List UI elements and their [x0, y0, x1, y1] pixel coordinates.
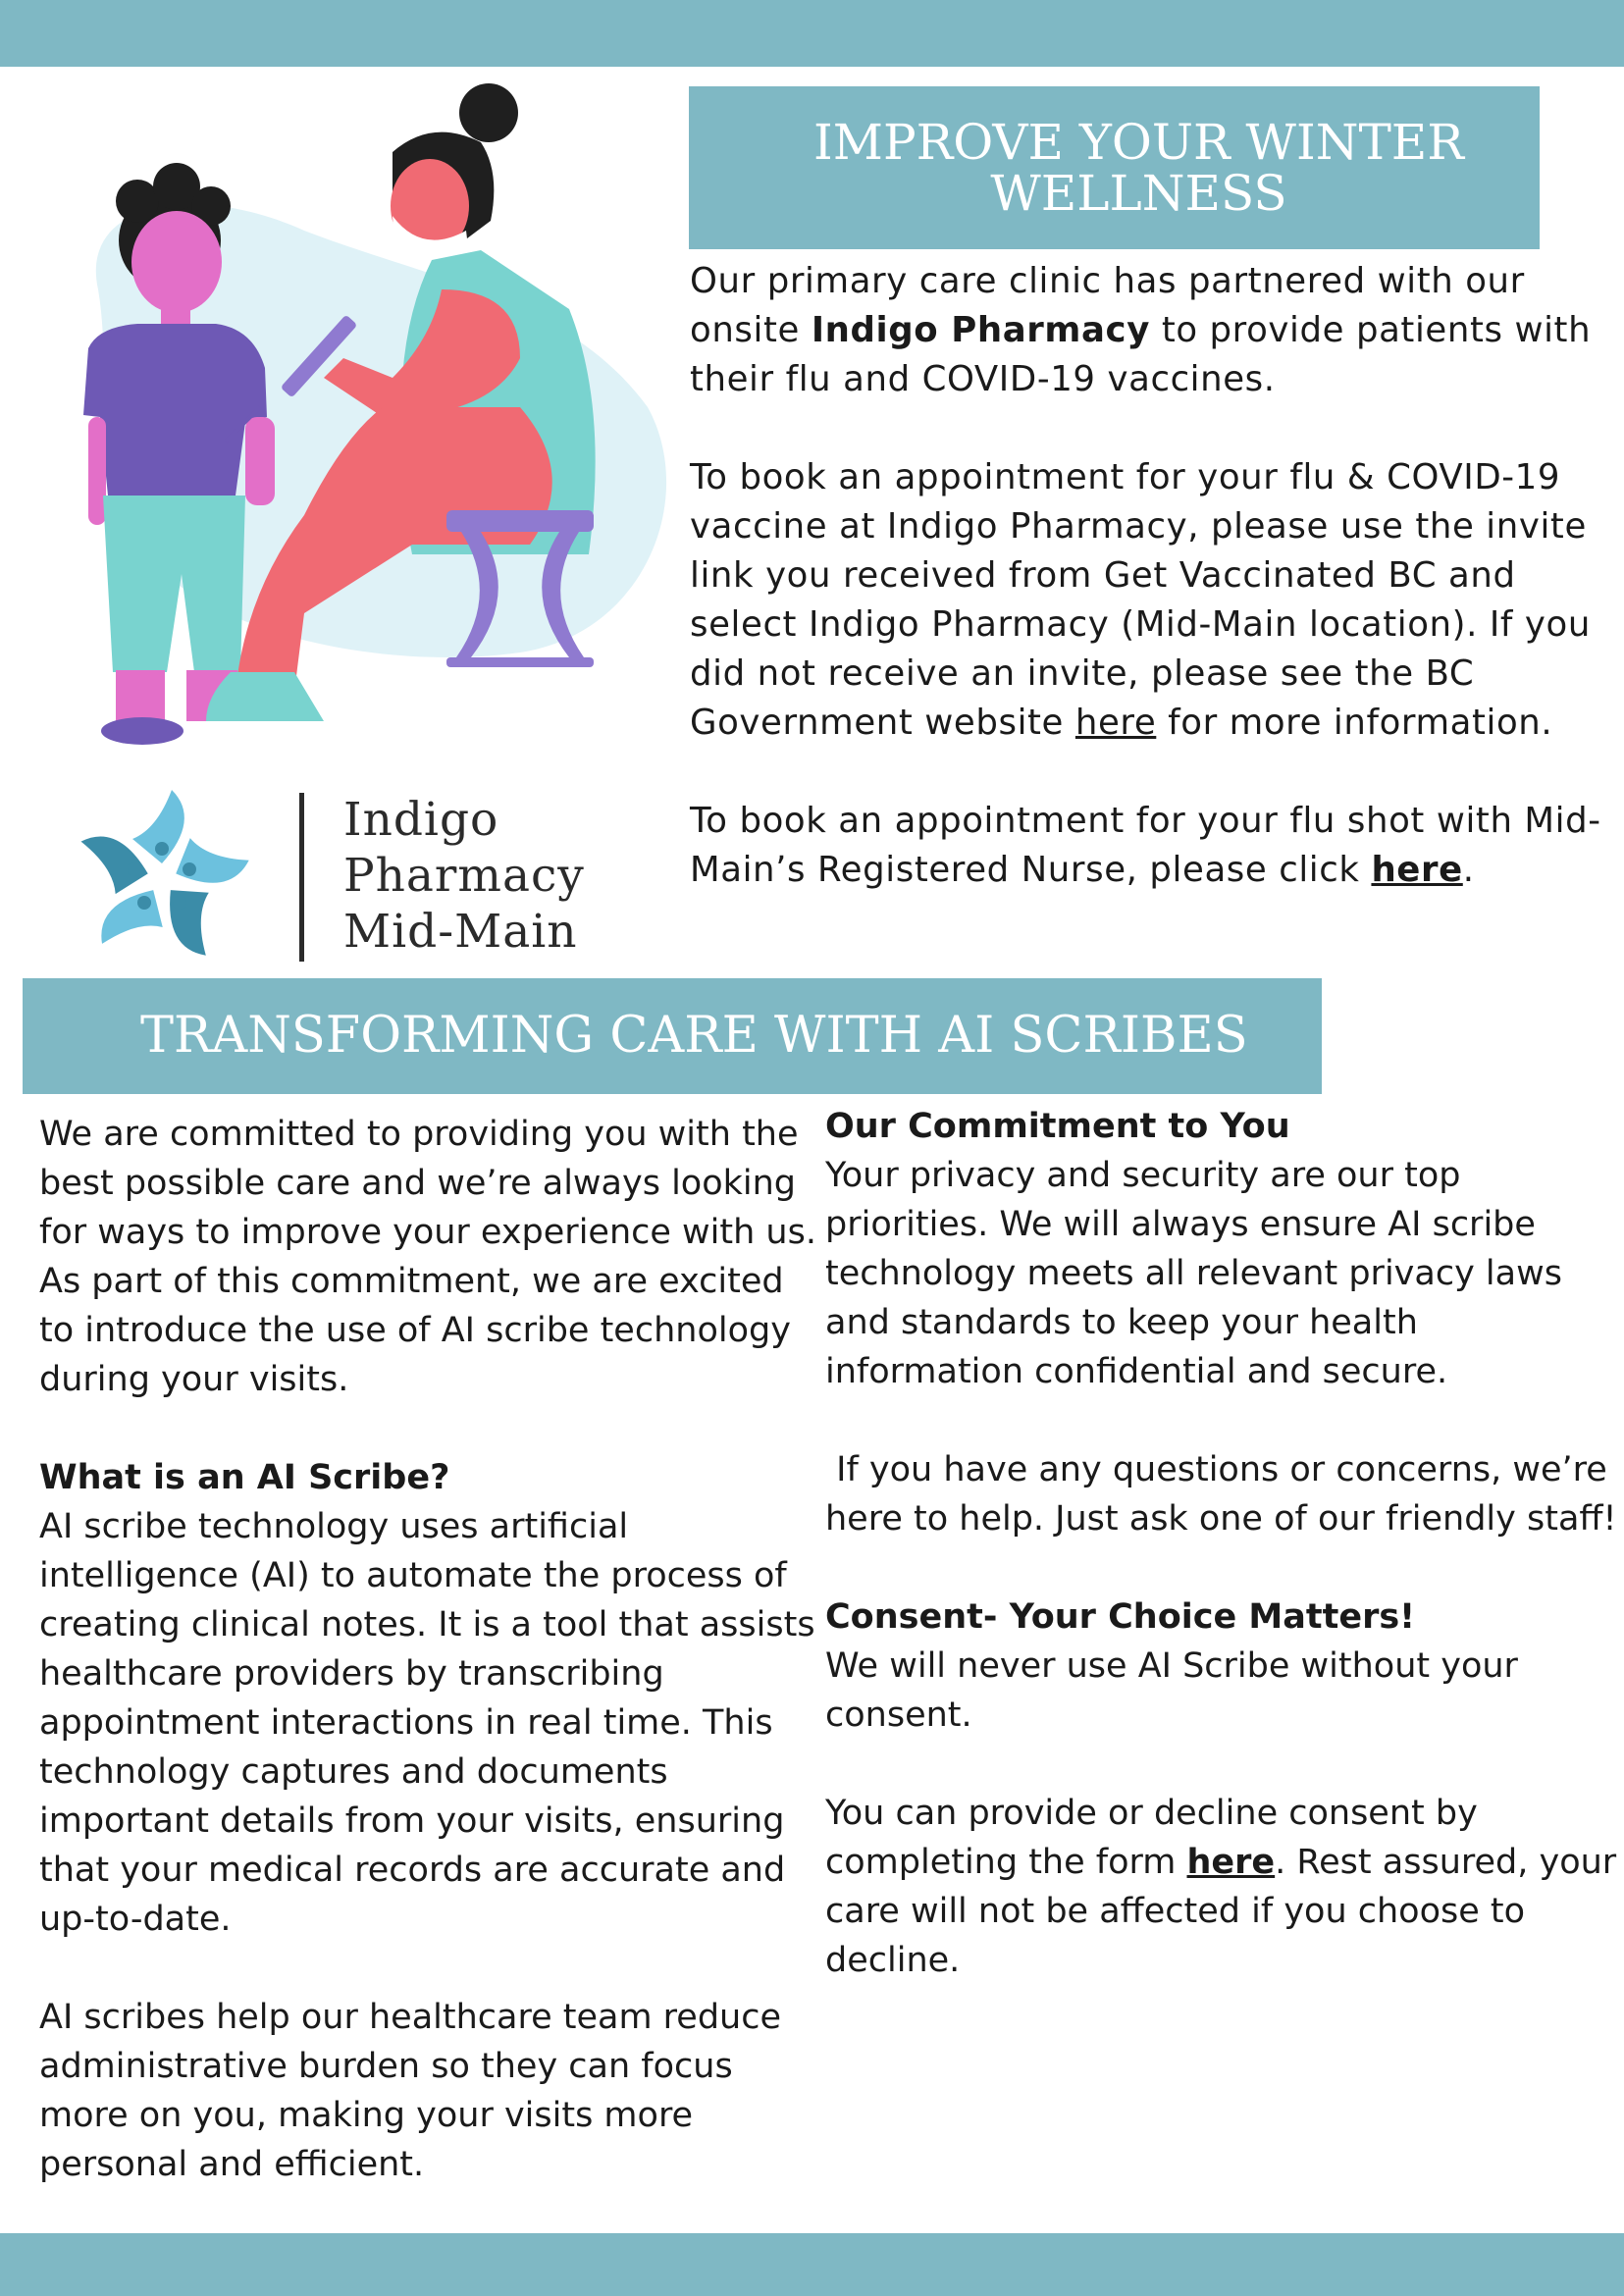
logo-text-line-1: Indigo [343, 793, 499, 847]
ai-scribes-title: TRANSFORMING CARE WITH AI SCRIBES [140, 1007, 1248, 1065]
questions-paragraph: If you have any questions or concerns, we’re here to help. Just ask one of our friendly staff! [825, 1450, 1618, 1539]
commitment-heading: Our Commitment to You [825, 1107, 1290, 1146]
what-is-ai-scribe-paragraph: AI scribe technology uses artificial intelligence (AI) to automate the process of creating clinical notes. It is a tool that assists healthcare providers by transcribing appointment interactions in real time. This technology captures and documents important details from your visits, ensuring that your medical records are accurate and up-to-date. [39, 1507, 815, 1939]
ai-intro-paragraph: We are committed to providing you with the best possible care and we’re always looking for ways to improve your experience with us. As part of this commitment, we are excited to introduce the use of AI scribe technology during your visits. [39, 1115, 816, 1399]
bottom-accent-band [0, 2233, 1624, 2296]
nurse-booking-link[interactable]: here [1371, 850, 1463, 890]
winter-paragraph-3: To book an appointment for your flu shot with Mid-Main’s Registered Nurse, please click here. [690, 801, 1601, 890]
winter-paragraph-2: To book an appointment for your flu & COVID-19 vaccine at Indigo Pharmacy, please use the invite link you received from Get Vaccinated BC and select Indigo Pharmacy (Mid-Main location). If you did not receive an invite, please see the BC Government website here for more information. [690, 457, 1591, 743]
winter-wellness-body [690, 257, 1622, 895]
logo-text-line-2: Pharmacy [343, 849, 585, 903]
winter-paragraph-1: Our primary care clinic has partnered with our onsite Indigo Pharmacy to provide patients with their flu and COVID-19 vaccines. [690, 261, 1592, 399]
nurse-vaccinating-child-illustration [59, 83, 667, 751]
consent-form-link[interactable]: here [1186, 1843, 1276, 1882]
logo-text-line-3: Mid-Main [343, 905, 578, 959]
what-is-ai-scribe-heading: What is an AI Scribe? [39, 1458, 450, 1497]
winter-wellness-title: IMPROVE YOUR WINTER WELLNESS [813, 114, 1464, 222]
top-accent-band [0, 0, 1624, 67]
consent-paragraph: We will never use AI Scribe without your consent. [825, 1646, 1518, 1735]
ai-right-column [825, 1102, 1620, 1985]
logo-divider [299, 793, 304, 962]
bc-government-link[interactable]: here [1074, 703, 1157, 743]
pinwheel-people-logo-icon [69, 785, 255, 971]
winter-wellness-banner [689, 86, 1540, 249]
consent-form-paragraph: You can provide or decline consent by completing the form here. Rest assured, your care will not be affected if you choose to decline. [825, 1794, 1617, 1980]
ai-left-column [39, 1110, 824, 2189]
ai-scribes-banner [23, 978, 1322, 1094]
commitment-paragraph: Your privacy and security are our top priorities. We will always ensure AI scribe technology meets all relevant privacy laws and standards to keep your health information confidential and secure. [825, 1156, 1562, 1391]
pharmacy-name: Indigo Pharmacy [811, 310, 1150, 350]
ai-benefit-paragraph: AI scribes help our healthcare team reduce administrative burden so they can focus more on you, making your visits more personal and efficient. [39, 1998, 782, 2184]
indigo-pharmacy-logo [59, 775, 648, 971]
consent-heading: Consent- Your Choice Matters! [825, 1597, 1416, 1637]
